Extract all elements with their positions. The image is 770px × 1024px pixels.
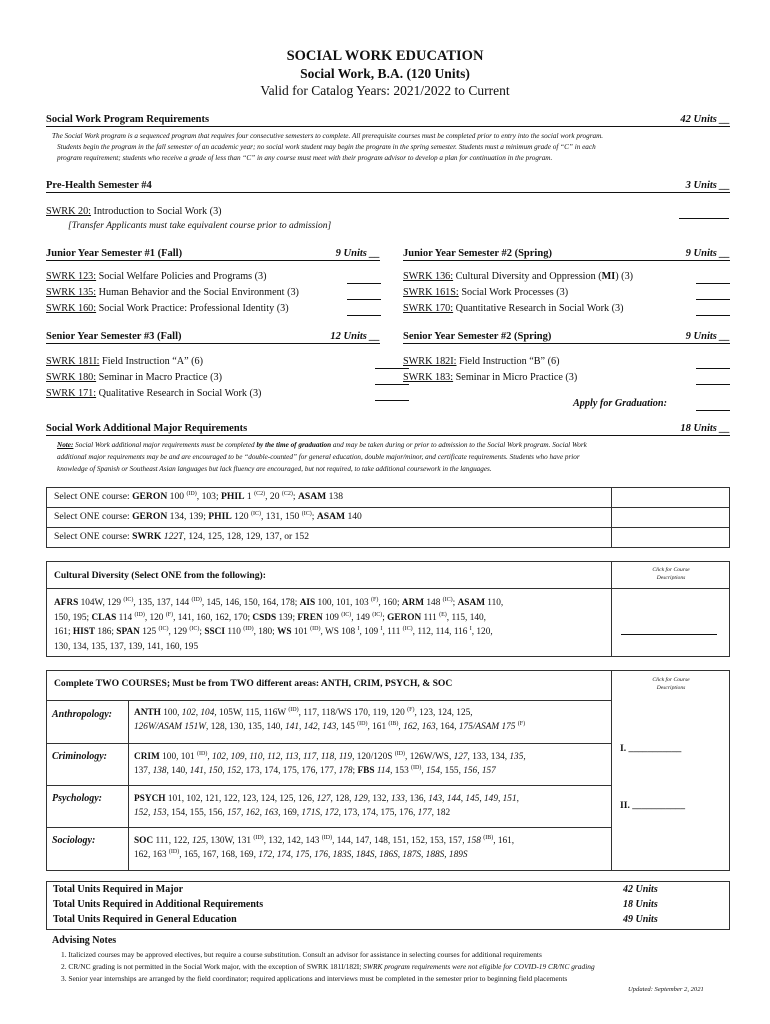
row-text: , 20 xyxy=(265,491,282,502)
area-anthropology-label: Anthropology: xyxy=(52,709,113,720)
row-text: 100 xyxy=(167,491,187,502)
grade-blank[interactable] xyxy=(347,315,381,316)
section-units: 42 Units __ xyxy=(680,114,730,125)
degree-subtitle: Social Work, B.A. (120 Units) xyxy=(300,66,470,81)
course-line: 126W/ASAM 151W, 128, 130, 135, 140, 141, 142, 143, 145 $^{(ID)}$, 161 $^{(IB)}$, 162, 163, 164, 175/ASAM 175 $^{(F)}$ xyxy=(134,720,526,732)
dept: ASAM xyxy=(316,511,346,522)
senior-fall-heading xyxy=(46,331,380,344)
dept: ASAM xyxy=(297,491,327,502)
row-text: 122T xyxy=(161,531,184,542)
total-additional-units: 18 Units xyxy=(623,899,658,910)
transfer-note: [Transfer Applicants must take equivalent course prior to admission] xyxy=(68,221,332,231)
advising-title: Advising Notes xyxy=(52,935,117,946)
note-text: 2. CR/NC grading is not permitted in the Social Work major, with the exception of SWRK 181I/182I; xyxy=(61,962,364,971)
cultural-answer-blank[interactable] xyxy=(621,634,717,635)
course-line: 161; HIST 186; SPAN 125 $^{(IC)}$, 129 $^{(IC)}$; SSCI 110 $^{(ID)}$, 180; WS 101 $^{(ID)}$, WS 108 $^I$, 109 $^I$, 111 $^{(IC)}$, 112, 114, 116 $^I$, 120, xyxy=(54,625,493,637)
course-code[interactable]: SWRK 170: xyxy=(403,303,454,314)
row-text: 140 xyxy=(345,511,362,522)
grade-blank[interactable] xyxy=(696,384,730,385)
row-text: , 103; xyxy=(196,491,222,502)
course-title: Cultural Diversity and Oppression ( xyxy=(453,271,602,282)
course-title: Seminar in Micro Practice (3) xyxy=(453,372,578,383)
updated-date: Updated: September 2, 2021 xyxy=(628,986,704,993)
grade-blank[interactable] xyxy=(347,283,381,284)
course-line: PSYCH 101, 102, 121, 122, 123, 124, 125, 126, 127, 128, 129, 132, 133, 136, 143, 144, 145, 149, 151, xyxy=(134,794,519,804)
divider xyxy=(46,743,611,744)
course-swrk-160 xyxy=(46,303,289,314)
advising-note-1: 1. Italicized courses may be approved electives, but require a course substitution. Consult an advisor for assistance in selecting courses for additional requirements xyxy=(61,950,542,959)
page-title: SOCIAL WORK EDUCATION xyxy=(286,48,484,64)
course-code[interactable]: SWRK 180: xyxy=(46,372,97,383)
section-units: 9 Units __ xyxy=(335,248,380,259)
criminology-courses xyxy=(134,751,526,778)
select-row-1 xyxy=(54,491,343,502)
course-title: Introduction to Social Work (3) xyxy=(91,206,222,217)
course-title: Social Work Processes (3) xyxy=(458,287,569,298)
dept: GERON xyxy=(132,511,168,522)
junior-spring-heading xyxy=(403,248,730,261)
grade-blank[interactable] xyxy=(696,315,730,316)
dept: PHIL xyxy=(208,511,232,522)
row-text: 1 xyxy=(244,491,255,502)
course-line: 137, 138, 140, 141, 150, 152, 173, 174, 175, 176, 177, 178; FBS 114, 153 $^{(ID)}$, 154, 155, 156, 157 xyxy=(134,764,496,776)
course-swrk-170 xyxy=(403,303,624,314)
program-desc-2: Students begin the program in the fall semester of an academic year; no social work student may begin the program in the spring semester. Students must a minimum grade of “C” in each xyxy=(57,143,596,151)
course-swrk-182i xyxy=(403,356,559,367)
note-emphasis: by the time of graduation xyxy=(256,441,332,449)
section-units: 18 Units __ xyxy=(680,423,730,434)
total-major-label: Total Units Required in Major xyxy=(53,884,184,895)
course-line: SOC 111, 122, 125, 130W, 131 $^{(ID)}$, 132, 142, 143 $^{(ID)}$, 144, 147, 148, 151, 152, 153, 157, 158 $^{(IB)}$, 161, xyxy=(134,834,515,846)
section-label: Pre-Health Semester #4 xyxy=(46,180,152,191)
divider xyxy=(46,588,730,589)
course-title: Field Instruction “A” (6) xyxy=(99,356,204,367)
apply-graduation-label: Apply for Graduation: xyxy=(573,398,667,409)
note-text: Social Work additional major requirements must be completed xyxy=(73,441,257,449)
prehealth-heading xyxy=(46,180,730,193)
grade-blank[interactable] xyxy=(696,299,730,300)
total-ge-units: 49 Units xyxy=(623,914,658,925)
course-code[interactable]: SWRK 183: xyxy=(403,372,454,383)
course-code[interactable]: SWRK 182I: xyxy=(403,356,457,367)
total-ge-label: Total Units Required in General Education xyxy=(53,914,237,925)
area-answer-2[interactable]: II. ___________ xyxy=(620,800,686,811)
course-line: ANTH 100, 102, 104, 105W, 115, 116W $^{(ID)}$, 117, 118/WS 170, 119, 120 $^{(F)}$, 123, 124, 125, xyxy=(134,706,473,718)
course-swrk-161s xyxy=(403,287,568,298)
section-units: 3 Units __ xyxy=(685,180,730,191)
junior-fall-heading xyxy=(46,248,380,261)
complete-two-title: Complete TWO COURSES; Must be from TWO different areas: ANTH, CRIM, PSYCH, & SOC xyxy=(54,678,453,689)
row-text: ; xyxy=(292,491,298,502)
course-title: Social Work Practice: Professional Identity (3) xyxy=(96,303,289,314)
grade-blank[interactable] xyxy=(696,368,730,369)
divider xyxy=(46,700,611,701)
link-text: Click for Course xyxy=(652,677,690,683)
ge-tag: (IC) xyxy=(301,510,312,517)
course-line: 130, 134, 135, 137, 139, 141, 160, 195 xyxy=(54,641,199,652)
grade-blank[interactable] xyxy=(375,384,409,385)
advising-note-3: 3. Senior year internships are arranged by the field coordinator; required applications and interviews must be completed in the semester prior to beginning field placements xyxy=(61,974,568,983)
section-label: Social Work Additional Major Requirements xyxy=(46,423,248,434)
grade-blank[interactable] xyxy=(696,283,730,284)
course-line: 162, 163 $^{(ID)}$, 165, 167, 168, 169, 172, 174, 175, 176, 183S, 184S, 186S, 187S, 188S, 189S xyxy=(134,848,468,860)
row-text: Select ONE course: xyxy=(54,511,133,522)
course-line: 150, 195; CLAS 114 $^{(ID)}$, 120 $^{(F)}$, 141, 160, 162, 170; CSDS 139; FREN 109 $^{(IC)}$, 149 $^{(IC)}$; GERON 111 $^{(E)}$, 115, 140, xyxy=(54,611,486,623)
course-code[interactable]: SWRK 161S: xyxy=(403,287,459,298)
total-additional-label: Total Units Required in Additional Requirements xyxy=(53,899,264,910)
course-code[interactable]: SWRK 171: xyxy=(46,388,97,399)
select-row-2 xyxy=(54,511,362,522)
divider xyxy=(128,700,129,871)
anthropology-courses xyxy=(134,707,525,734)
note-label: Note: xyxy=(57,441,74,449)
cultural-diversity-title: Cultural Diversity (Select ONE from the following): xyxy=(54,570,266,581)
course-code[interactable]: SWRK 20: xyxy=(46,206,91,217)
section-label: Social Work Program Requirements xyxy=(46,114,210,125)
additional-note-2: additional major requirements may be and are encouraged to be “double-counted” for general education, double major/minor, and certificate requirements. Students who have prior xyxy=(57,453,580,461)
area-psychology-label: Psychology: xyxy=(52,793,102,804)
divider xyxy=(611,487,612,548)
grade-blank[interactable] xyxy=(375,400,409,401)
course-swrk-20 xyxy=(46,206,222,217)
course-title: Quantitative Research in Social Work (3) xyxy=(453,303,624,314)
course-title: Field Instruction “B” (6) xyxy=(456,356,560,367)
area-criminology-label: Criminology: xyxy=(52,751,108,762)
section-units: 9 Units __ xyxy=(685,248,730,259)
section-label: Junior Year Semester #2 (Spring) xyxy=(403,248,552,259)
note-emphasis: SWRK program requirements were not eligible for COVID-19 CR/NC grading xyxy=(363,962,595,971)
course-title: Qualitative Research in Social Work (3) xyxy=(96,388,262,399)
section-units: 12 Units __ xyxy=(330,331,380,342)
dept: GERON xyxy=(132,491,168,502)
dept: PHIL xyxy=(221,491,245,502)
senior-spring-heading xyxy=(403,331,730,344)
additional-requirements-heading xyxy=(46,423,730,436)
course-code[interactable]: SWRK 136: xyxy=(403,271,454,282)
course-descriptions-link[interactable] xyxy=(612,677,730,692)
row-text: ; xyxy=(311,511,317,522)
row-text: 120 xyxy=(231,511,251,522)
link-text: Descriptions xyxy=(656,684,686,691)
ge-tag: (C2) xyxy=(281,490,293,497)
course-swrk-183 xyxy=(403,372,577,383)
course-swrk-123 xyxy=(46,271,267,282)
ge-designation: MI xyxy=(601,271,616,282)
ge-tag: (ID) xyxy=(186,490,197,497)
additional-note-3: knowledge of Spanish or Southeast Asian languages but lack fluency are encouraged, but not required, to take additional coursework in the languages. xyxy=(57,465,492,473)
row-text: , 124, 125, 128, 129, 137, or 152 xyxy=(183,531,310,542)
section-label: Senior Year Semester #2 (Spring) xyxy=(403,331,552,342)
section-units: 9 Units __ xyxy=(685,331,730,342)
course-swrk-181i xyxy=(46,356,203,367)
additional-note-1 xyxy=(57,440,587,451)
row-text: Select ONE course: xyxy=(54,531,133,542)
ge-tag: (C2) xyxy=(254,490,266,497)
divider xyxy=(46,827,611,828)
row-text: Select ONE course: xyxy=(54,491,133,502)
course-descriptions-link[interactable] xyxy=(612,567,730,582)
course-code[interactable]: SWRK 160: xyxy=(46,303,97,314)
select-row-3 xyxy=(54,531,309,542)
dept: SWRK xyxy=(132,531,162,542)
divider xyxy=(46,507,730,508)
graduation-blank[interactable] xyxy=(696,410,730,411)
cultural-course-list xyxy=(54,596,609,654)
area-answer-1[interactable]: I. ___________ xyxy=(620,743,682,754)
area-sociology-label: Sociology: xyxy=(52,835,96,846)
section-label: Senior Year Semester #3 (Fall) xyxy=(46,331,182,342)
course-title: Social Welfare Policies and Programs (3) xyxy=(96,271,267,282)
divider xyxy=(46,785,611,786)
course-title-end: ) (3) xyxy=(615,271,634,282)
row-text: , 131, 150 xyxy=(260,511,302,522)
link-text: Click for Course xyxy=(652,567,690,573)
link-text: Descriptions xyxy=(656,574,686,581)
grade-blank[interactable] xyxy=(375,368,409,369)
grade-blank[interactable] xyxy=(347,299,381,300)
note-text: and may be taken during or prior to admission to the Social Work program. Social Work xyxy=(331,441,587,449)
divider xyxy=(611,670,612,871)
course-swrk-135 xyxy=(46,287,299,298)
total-major-units: 42 Units xyxy=(623,884,658,895)
grade-blank[interactable] xyxy=(679,218,729,219)
row-text: 134, 139; xyxy=(167,511,209,522)
course-code[interactable]: SWRK 181I: xyxy=(46,356,100,367)
course-code[interactable]: SWRK 135: xyxy=(46,287,97,298)
divider xyxy=(46,527,730,528)
course-code[interactable]: SWRK 123: xyxy=(46,271,97,282)
program-desc-3: program requirement; students who receive a grade of less than “C” in any course must meet with their program advisor to develop a plan for continuation in the program. xyxy=(57,154,553,162)
course-title: Seminar in Macro Practice (3) xyxy=(96,372,222,383)
psychology-courses xyxy=(134,793,519,820)
program-desc-1: The Social Work program is a sequenced program that requires four consecutive semesters to complete. All prerequisite courses must be completed prior to entry into the social work program. xyxy=(52,132,604,140)
course-line: 152, 153, 154, 155, 156, 157, 162, 163, 169, 171S, 172, 173, 174, 175, 176, 177, 182 xyxy=(134,807,451,818)
row-text: 138 xyxy=(326,491,344,502)
course-swrk-136 xyxy=(403,271,633,282)
course-swrk-171 xyxy=(46,388,261,399)
course-title: Human Behavior and the Social Environment (3) xyxy=(96,287,299,298)
sociology-courses xyxy=(134,835,514,862)
course-swrk-180 xyxy=(46,372,222,383)
course-line: AFRS 104W, 129 $^{(IC)}$, 135, 137, 144 $^{(ID)}$, 145, 146, 150, 164, 178; AIS 100, 101, 103 $^{(F)}$, 160; ARM 148 $^{(IC)}$; ASAM 110, xyxy=(54,596,504,608)
program-requirements-heading xyxy=(46,114,730,127)
section-label: Junior Year Semester #1 (Fall) xyxy=(46,248,183,259)
ge-tag: (IC) xyxy=(250,510,261,517)
catalog-years: Valid for Catalog Years: 2021/2022 to Current xyxy=(260,83,510,98)
course-line: CRIM 100, 101 $^{(ID)}$, 102, 109, 110, 112, 113, 117, 118, 119, 120/120S $^{(ID)}$, 126W/WS, 127, 133, 134, 135, xyxy=(134,750,526,762)
advising-note-2 xyxy=(61,962,595,971)
